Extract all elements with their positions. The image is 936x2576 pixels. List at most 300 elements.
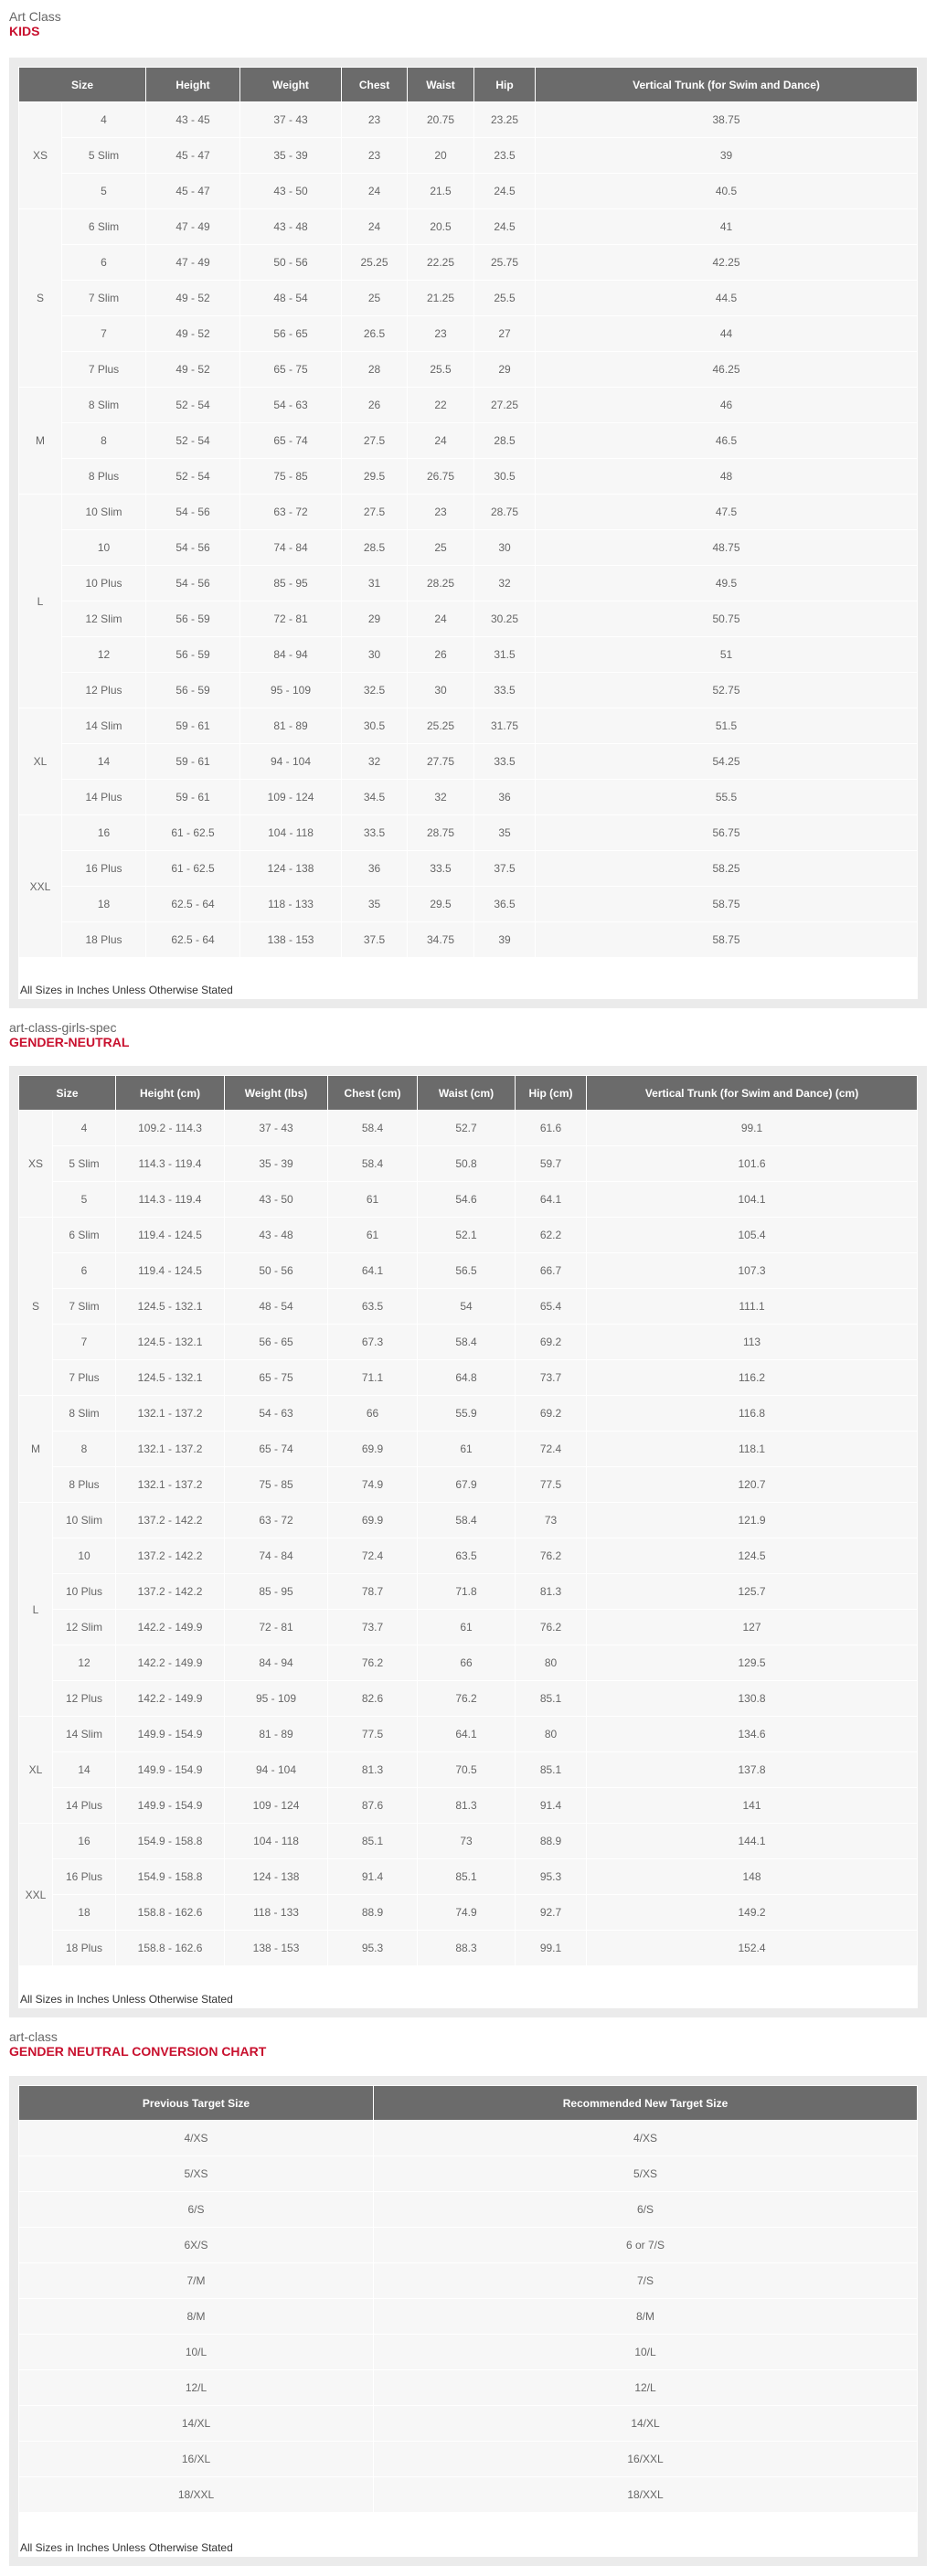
table-cell: 21.25 xyxy=(408,281,474,316)
table-cell: 61.6 xyxy=(516,1111,587,1146)
column-header: Waist xyxy=(408,68,474,102)
table-row xyxy=(19,1467,918,1503)
table-cell: 65 - 75 xyxy=(225,1360,328,1396)
table-cell: 85.1 xyxy=(516,1752,587,1788)
table-cell: 4/XS xyxy=(374,2121,918,2156)
table-cell: 104 - 118 xyxy=(240,815,342,851)
table-cell: 69.2 xyxy=(516,1325,587,1360)
table-cell: 119.4 - 124.5 xyxy=(116,1253,225,1289)
table-cell: 50.75 xyxy=(536,601,918,637)
table-cell: 16/XXL xyxy=(374,2442,918,2477)
table-cell: 85.1 xyxy=(516,1681,587,1717)
table-cell: 64.1 xyxy=(328,1253,418,1289)
table-cell: 16 Plus xyxy=(53,1859,116,1895)
table-row xyxy=(19,2442,918,2477)
table-row xyxy=(19,1111,918,1146)
table-cell: 5 Slim xyxy=(62,138,146,174)
table-cell: 20 xyxy=(408,138,474,174)
table-cell: 94 - 104 xyxy=(240,744,342,780)
table-cell: 130.8 xyxy=(587,1681,918,1717)
table-cell: 109 - 124 xyxy=(225,1788,328,1824)
table-cell: 52.1 xyxy=(418,1218,516,1253)
table-cell: 134.6 xyxy=(587,1717,918,1752)
table-cell: 37.5 xyxy=(342,922,408,958)
table-cell: 37.5 xyxy=(474,851,536,887)
table-cell: 20.5 xyxy=(408,209,474,245)
table-row xyxy=(19,388,918,423)
column-header: Vertical Trunk (for Swim and Dance) xyxy=(536,68,918,102)
table-row xyxy=(19,1218,918,1253)
table-cell: 8 Plus xyxy=(62,459,146,495)
gender-neutral-brand: art-class-girls-spec xyxy=(9,1020,117,1035)
table-cell: 63 - 72 xyxy=(225,1503,328,1538)
table-row xyxy=(19,423,918,459)
table-cell: 56 - 59 xyxy=(146,637,240,673)
table-cell: 27 xyxy=(474,316,536,352)
table-cell: 91.4 xyxy=(516,1788,587,1824)
table-row xyxy=(19,1681,918,1717)
column-header: Recommended New Target Size xyxy=(374,2086,918,2121)
table-row xyxy=(19,1645,918,1681)
table-cell: 54 xyxy=(418,1289,516,1325)
size-group-label: M xyxy=(19,388,62,495)
table-cell: 69.9 xyxy=(328,1503,418,1538)
table-cell: 81.3 xyxy=(516,1574,587,1610)
table-cell: 32 xyxy=(408,780,474,815)
column-header: Waist (cm) xyxy=(418,1076,516,1111)
table-cell: 50 - 56 xyxy=(225,1253,328,1289)
table-cell: 10/L xyxy=(374,2335,918,2370)
table-cell: 45 - 47 xyxy=(146,174,240,209)
table-cell: 65 - 74 xyxy=(240,423,342,459)
table-row xyxy=(19,352,918,388)
table-cell: 138 - 153 xyxy=(225,1931,328,1966)
table-cell: 21.5 xyxy=(408,174,474,209)
table-cell: 24 xyxy=(408,601,474,637)
table-cell: 5/XS xyxy=(19,2156,374,2192)
table-cell: 29.5 xyxy=(408,887,474,922)
conversion-panel xyxy=(9,2076,927,2566)
table-cell: 8 Slim xyxy=(62,388,146,423)
table-cell: 61 - 62.5 xyxy=(146,815,240,851)
table-cell: 4/XS xyxy=(19,2121,374,2156)
table-cell: 10 Plus xyxy=(62,566,146,601)
table-cell: 6X/S xyxy=(19,2228,374,2263)
table-row xyxy=(19,2121,918,2156)
table-cell: 8 xyxy=(53,1432,116,1467)
table-row xyxy=(19,2335,918,2370)
table-cell: 52 - 54 xyxy=(146,388,240,423)
table-cell: 24.5 xyxy=(474,174,536,209)
table-cell: 14 Slim xyxy=(62,708,146,744)
table-cell: 34.75 xyxy=(408,922,474,958)
table-cell: 154.9 - 158.8 xyxy=(116,1824,225,1859)
table-cell: 58.4 xyxy=(328,1111,418,1146)
table-cell: 129.5 xyxy=(587,1645,918,1681)
table-cell: 61 xyxy=(328,1218,418,1253)
table-cell: 12/L xyxy=(374,2370,918,2406)
table-cell: 58.25 xyxy=(536,851,918,887)
table-cell: 43 - 48 xyxy=(240,209,342,245)
table-cell: 69.2 xyxy=(516,1396,587,1432)
table-cell: 63 - 72 xyxy=(240,495,342,530)
table-cell: 75 - 85 xyxy=(225,1467,328,1503)
table-row xyxy=(19,2228,918,2263)
table-cell: 61 xyxy=(328,1182,418,1218)
table-row xyxy=(19,1396,918,1432)
table-cell: 50 - 56 xyxy=(240,245,342,281)
table-cell: 23 xyxy=(408,495,474,530)
table-cell: 73.7 xyxy=(516,1360,587,1396)
table-cell: 152.4 xyxy=(587,1931,918,1966)
table-cell: 74 - 84 xyxy=(225,1538,328,1574)
table-cell: 61 xyxy=(418,1432,516,1467)
table-cell: 121.9 xyxy=(587,1503,918,1538)
column-header: Size xyxy=(19,1076,116,1111)
table-row xyxy=(19,2370,918,2406)
table-cell: 85.1 xyxy=(328,1824,418,1859)
table-cell: 27.75 xyxy=(408,744,474,780)
table-cell: 5 xyxy=(62,174,146,209)
table-cell: 80 xyxy=(516,1645,587,1681)
table-cell: 56 - 65 xyxy=(225,1325,328,1360)
table-cell: 33.5 xyxy=(474,673,536,708)
table-cell: 8/M xyxy=(374,2299,918,2335)
table-cell: 39 xyxy=(536,138,918,174)
table-cell: 30.5 xyxy=(474,459,536,495)
table-cell: 33.5 xyxy=(408,851,474,887)
table-cell: 81 - 89 xyxy=(240,708,342,744)
table-cell: 25 xyxy=(408,530,474,566)
table-cell: 111.1 xyxy=(587,1289,918,1325)
table-cell: 132.1 - 137.2 xyxy=(116,1432,225,1467)
table-cell: 56 - 59 xyxy=(146,673,240,708)
table-cell: 28 xyxy=(342,352,408,388)
table-cell: 44 xyxy=(536,316,918,352)
column-header: Chest xyxy=(342,68,408,102)
table-cell: 55.5 xyxy=(536,780,918,815)
table-cell: 25.5 xyxy=(474,281,536,316)
table-cell: 46.25 xyxy=(536,352,918,388)
table-cell: 10/L xyxy=(19,2335,374,2370)
table-cell: 12/L xyxy=(19,2370,374,2406)
table-row xyxy=(19,281,918,316)
table-row xyxy=(19,815,918,851)
table-cell: 14 Plus xyxy=(53,1788,116,1824)
kids-note: All Sizes in Inches Unless Otherwise Stated xyxy=(20,984,233,996)
table-cell: 142.2 - 149.9 xyxy=(116,1645,225,1681)
size-group-label: L xyxy=(19,495,62,708)
table-cell: 84 - 94 xyxy=(240,637,342,673)
table-row xyxy=(19,1717,918,1752)
table-cell: 7 Slim xyxy=(53,1289,116,1325)
table-cell: 14 Plus xyxy=(62,780,146,815)
table-cell: 87.6 xyxy=(328,1788,418,1824)
table-cell: 12 xyxy=(62,637,146,673)
table-cell: 39 xyxy=(474,922,536,958)
column-header: Hip (cm) xyxy=(516,1076,587,1111)
table-cell: 20.75 xyxy=(408,102,474,138)
table-cell: 85 - 95 xyxy=(225,1574,328,1610)
table-cell: 62.5 - 64 xyxy=(146,922,240,958)
table-cell: 137.8 xyxy=(587,1752,918,1788)
table-cell: 16 xyxy=(53,1824,116,1859)
table-cell: 28.25 xyxy=(408,566,474,601)
table-cell: 149.9 - 154.9 xyxy=(116,1717,225,1752)
size-group-label: S xyxy=(19,1218,53,1396)
table-cell: 124.5 - 132.1 xyxy=(116,1289,225,1325)
table-cell: 35 - 39 xyxy=(240,138,342,174)
table-cell: 43 - 45 xyxy=(146,102,240,138)
table-cell: 6 xyxy=(53,1253,116,1289)
table-cell: 28.5 xyxy=(474,423,536,459)
table-cell: 77.5 xyxy=(516,1467,587,1503)
table-cell: 54 - 56 xyxy=(146,495,240,530)
table-cell: 49 - 52 xyxy=(146,281,240,316)
column-header: Height (cm) xyxy=(116,1076,225,1111)
table-cell: 35 xyxy=(474,815,536,851)
table-row xyxy=(19,887,918,922)
table-cell: 29.5 xyxy=(342,459,408,495)
table-row xyxy=(19,922,918,958)
table-cell: 35 - 39 xyxy=(225,1146,328,1182)
table-cell: 49 - 52 xyxy=(146,352,240,388)
table-row xyxy=(19,2192,918,2228)
table-cell: 114.3 - 119.4 xyxy=(116,1182,225,1218)
table-cell: 8 Plus xyxy=(53,1467,116,1503)
column-header: Weight (lbs) xyxy=(225,1076,328,1111)
table-cell: 84 - 94 xyxy=(225,1645,328,1681)
table-cell: 158.8 - 162.6 xyxy=(116,1931,225,1966)
table-cell: 148 xyxy=(587,1859,918,1895)
table-cell: 6 Slim xyxy=(62,209,146,245)
table-cell: 52 - 54 xyxy=(146,459,240,495)
table-cell: 69.9 xyxy=(328,1432,418,1467)
table-cell: 116.2 xyxy=(587,1360,918,1396)
table-cell: 77.5 xyxy=(328,1717,418,1752)
table-cell: 119.4 - 124.5 xyxy=(116,1218,225,1253)
table-cell: 30 xyxy=(474,530,536,566)
table-cell: 56 - 65 xyxy=(240,316,342,352)
table-row xyxy=(19,1824,918,1859)
table-cell: 54.25 xyxy=(536,744,918,780)
table-row xyxy=(19,495,918,530)
table-cell: 47 - 49 xyxy=(146,209,240,245)
table-cell: 22 xyxy=(408,388,474,423)
table-cell: 81 - 89 xyxy=(225,1717,328,1752)
table-cell: 71.8 xyxy=(418,1574,516,1610)
table-cell: 10 xyxy=(53,1538,116,1574)
table-cell: 26.5 xyxy=(342,316,408,352)
table-cell: 28.5 xyxy=(342,530,408,566)
table-cell: 144.1 xyxy=(587,1824,918,1859)
table-cell: 52.7 xyxy=(418,1111,516,1146)
column-header: Previous Target Size xyxy=(19,2086,374,2121)
table-cell: 78.7 xyxy=(328,1574,418,1610)
table-cell: 25.75 xyxy=(474,245,536,281)
table-row xyxy=(19,744,918,780)
table-cell: 6 or 7/S xyxy=(374,2228,918,2263)
table-cell: 99.1 xyxy=(587,1111,918,1146)
table-cell: 18 Plus xyxy=(53,1931,116,1966)
table-cell: 25.25 xyxy=(342,245,408,281)
size-group-label: XS xyxy=(19,1111,53,1218)
table-cell: 7/S xyxy=(374,2263,918,2299)
table-cell: 80 xyxy=(516,1717,587,1752)
table-cell: 118.1 xyxy=(587,1432,918,1467)
table-cell: 59 - 61 xyxy=(146,708,240,744)
table-cell: 30 xyxy=(408,673,474,708)
table-cell: 74.9 xyxy=(328,1467,418,1503)
table-cell: 65 - 75 xyxy=(240,352,342,388)
table-cell: 132.1 - 137.2 xyxy=(116,1396,225,1432)
table-cell: 31 xyxy=(342,566,408,601)
table-cell: 18/XXL xyxy=(19,2477,374,2513)
table-cell: 76.2 xyxy=(418,1681,516,1717)
table-row xyxy=(19,138,918,174)
table-cell: 95 - 109 xyxy=(225,1681,328,1717)
table-cell: 85 - 95 xyxy=(240,566,342,601)
table-cell: 118 - 133 xyxy=(225,1895,328,1931)
table-cell: 55.9 xyxy=(418,1396,516,1432)
table-cell: 56 - 59 xyxy=(146,601,240,637)
table-cell: 76.2 xyxy=(516,1538,587,1574)
table-cell: 72.4 xyxy=(516,1432,587,1467)
table-row xyxy=(19,1360,918,1396)
table-cell: 6/S xyxy=(374,2192,918,2228)
table-cell: 92.7 xyxy=(516,1895,587,1931)
table-row xyxy=(19,1289,918,1325)
table-cell: 149.9 - 154.9 xyxy=(116,1788,225,1824)
column-header: Chest (cm) xyxy=(328,1076,418,1111)
table-cell: 8 xyxy=(62,423,146,459)
table-cell: 16 Plus xyxy=(62,851,146,887)
table-cell: 25.5 xyxy=(408,352,474,388)
table-cell: 120.7 xyxy=(587,1467,918,1503)
table-cell: 137.2 - 142.2 xyxy=(116,1538,225,1574)
table-row xyxy=(19,2156,918,2192)
table-cell: 88.9 xyxy=(516,1824,587,1859)
table-row xyxy=(19,1325,918,1360)
table-cell: 59 - 61 xyxy=(146,780,240,815)
table-cell: 38.75 xyxy=(536,102,918,138)
table-row xyxy=(19,209,918,245)
table-cell: 7 xyxy=(53,1325,116,1360)
size-group-label: XXL xyxy=(19,815,62,958)
table-cell: 104.1 xyxy=(587,1182,918,1218)
table-cell: 141 xyxy=(587,1788,918,1824)
table-cell: 10 Slim xyxy=(53,1503,116,1538)
table-cell: 72.4 xyxy=(328,1538,418,1574)
table-cell: 62.2 xyxy=(516,1218,587,1253)
size-group-label: XL xyxy=(19,708,62,815)
table-row xyxy=(19,102,918,138)
table-cell: 28.75 xyxy=(408,815,474,851)
table-cell: 73.7 xyxy=(328,1610,418,1645)
table-cell: 47.5 xyxy=(536,495,918,530)
table-row xyxy=(19,530,918,566)
table-cell: 33.5 xyxy=(474,744,536,780)
table-cell: 35 xyxy=(342,887,408,922)
table-cell: 124 - 138 xyxy=(225,1859,328,1895)
table-cell: 70.5 xyxy=(418,1752,516,1788)
table-cell: 88.3 xyxy=(418,1931,516,1966)
table-cell: 51 xyxy=(536,637,918,673)
size-group-label: S xyxy=(19,209,62,388)
table-cell: 8 Slim xyxy=(53,1396,116,1432)
table-cell: 49.5 xyxy=(536,566,918,601)
table-cell: 42.25 xyxy=(536,245,918,281)
size-group-label: XXL xyxy=(19,1824,53,1966)
table-cell: 7 Plus xyxy=(53,1360,116,1396)
column-header: Vertical Trunk (for Swim and Dance) (cm) xyxy=(587,1076,918,1111)
table-row xyxy=(19,601,918,637)
table-cell: 74 - 84 xyxy=(240,530,342,566)
table-cell: 12 xyxy=(53,1645,116,1681)
table-cell: 64.1 xyxy=(516,1182,587,1218)
table-cell: 26 xyxy=(342,388,408,423)
table-cell: 23 xyxy=(342,102,408,138)
table-cell: 61 - 62.5 xyxy=(146,851,240,887)
table-cell: 73 xyxy=(516,1503,587,1538)
table-cell: 16/XL xyxy=(19,2442,374,2477)
table-cell: 105.4 xyxy=(587,1218,918,1253)
table-cell: 72 - 81 xyxy=(225,1610,328,1645)
table-cell: 114.3 - 119.4 xyxy=(116,1146,225,1182)
table-cell: 26.75 xyxy=(408,459,474,495)
table-row xyxy=(19,1788,918,1824)
table-cell: 29 xyxy=(342,601,408,637)
table-cell: 24 xyxy=(342,174,408,209)
table-cell: 5 xyxy=(53,1182,116,1218)
table-row xyxy=(19,1253,918,1289)
table-cell: 12 Plus xyxy=(53,1681,116,1717)
table-cell: 14/XL xyxy=(374,2406,918,2442)
table-cell: 32 xyxy=(342,744,408,780)
table-cell: 12 Slim xyxy=(62,601,146,637)
table-cell: 24 xyxy=(342,209,408,245)
table-row xyxy=(19,1182,918,1218)
table-row xyxy=(19,1432,918,1467)
kids-brand: Art Class xyxy=(9,9,61,24)
table-cell: 7 Slim xyxy=(62,281,146,316)
table-cell: 72 - 81 xyxy=(240,601,342,637)
table-cell: 6 Slim xyxy=(53,1218,116,1253)
table-cell: 67.3 xyxy=(328,1325,418,1360)
table-cell: 34.5 xyxy=(342,780,408,815)
table-cell: 48 xyxy=(536,459,918,495)
table-row xyxy=(19,1503,918,1538)
table-cell: 63.5 xyxy=(328,1289,418,1325)
table-cell: 37 - 43 xyxy=(225,1111,328,1146)
table-cell: 6/S xyxy=(19,2192,374,2228)
table-cell: 64.1 xyxy=(418,1717,516,1752)
table-cell: 30 xyxy=(342,637,408,673)
table-cell: 4 xyxy=(62,102,146,138)
table-cell: 109.2 - 114.3 xyxy=(116,1111,225,1146)
table-cell: 61 xyxy=(418,1610,516,1645)
table-cell: 10 Plus xyxy=(53,1574,116,1610)
table-cell: 127 xyxy=(587,1610,918,1645)
table-cell: 36 xyxy=(474,780,536,815)
table-cell: 27.5 xyxy=(342,423,408,459)
table-cell: 6 xyxy=(62,245,146,281)
table-row xyxy=(19,459,918,495)
table-cell: 59 - 61 xyxy=(146,744,240,780)
table-row xyxy=(19,1895,918,1931)
kids-title: KIDS xyxy=(9,24,40,38)
table-cell: 14/XL xyxy=(19,2406,374,2442)
